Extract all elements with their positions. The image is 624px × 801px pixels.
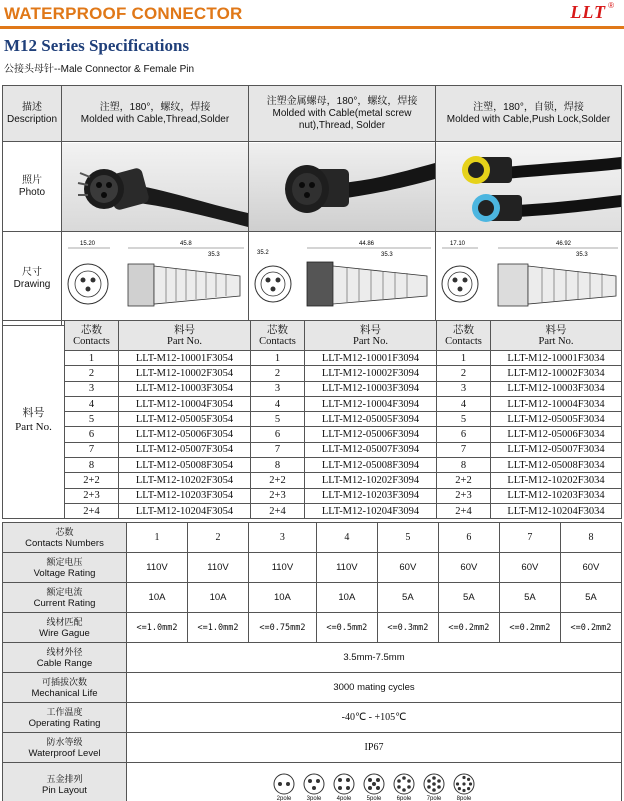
- dimension-cable: 35.3: [381, 252, 393, 258]
- pin-layout-row: [3, 763, 622, 801]
- contacts-numbers-label-cn: 芯数: [55, 526, 74, 537]
- current-cell: 5A: [377, 583, 438, 613]
- registered-mark: ®: [608, 1, 614, 10]
- part-number-cell: LLT-M12-10001F3034: [491, 351, 622, 366]
- part-number-cell: LLT-M12-10002F3094: [305, 366, 437, 381]
- contacts-cell: 2+2: [437, 473, 491, 488]
- pin-6pole: [393, 773, 415, 801]
- voltage-cell: 110V: [127, 553, 188, 583]
- contacts-header: [65, 321, 119, 351]
- metal-nut-connector-image: [249, 143, 435, 231]
- current-label-cn: 额定电流: [46, 586, 83, 597]
- description-en: Molded with Cable(metal screw nut),Thread, Solder: [272, 107, 412, 131]
- part-no-label: [3, 321, 65, 519]
- pin-2pole: [273, 773, 295, 801]
- current-cell: 10A: [188, 583, 249, 613]
- contacts-cell: 2: [437, 366, 491, 381]
- part-header-en: Part No.: [353, 335, 388, 347]
- dimension-drawing-2: [249, 232, 435, 320]
- voltage-label-en: Voltage Rating: [33, 567, 96, 579]
- pin-layout-diagrams: [129, 765, 619, 801]
- description-en: Molded with Cable,Push Lock,Solder: [446, 113, 611, 125]
- voltage-cell: 60V: [377, 553, 438, 583]
- part-number-table: [2, 320, 622, 519]
- contacts-cell: 2+4: [437, 503, 491, 518]
- contacts-number-cell: 8: [560, 523, 621, 553]
- connector-photo-2: [249, 143, 435, 231]
- voltage-cell: 110V: [249, 553, 317, 583]
- contacts-cell: 1: [437, 351, 491, 366]
- contacts-header: [251, 321, 305, 351]
- part-number-cell: LLT-M12-05006F3034: [491, 427, 622, 442]
- series-title: M12 Series Specifications: [4, 36, 190, 55]
- contacts-header: [437, 321, 491, 351]
- part-number-cell: LLT-M12-10203F3034: [491, 488, 622, 503]
- contacts-number-cell: 4: [316, 523, 377, 553]
- pin-layout-label: [3, 763, 127, 801]
- voltage-cell: 60V: [560, 553, 621, 583]
- part-number-cell: LLT-M12-10202F3034: [491, 473, 622, 488]
- connector-photo-3: [436, 143, 621, 231]
- contacts-cell: 6: [437, 427, 491, 442]
- contacts-number-cell: 6: [438, 523, 499, 553]
- part-number-cell: LLT-M12-05008F3054: [119, 458, 251, 473]
- dimension-cable: 35.3: [576, 252, 588, 258]
- description-col-3: [436, 86, 622, 142]
- spec-table: [2, 85, 622, 326]
- wire-gauge-cell: <=0.2mm2: [560, 613, 621, 643]
- part-number-cell: LLT-M12-10004F3094: [305, 396, 437, 411]
- contacts-cell: 7: [437, 442, 491, 457]
- current-row: [3, 583, 622, 613]
- molded-connector-image: [62, 143, 248, 231]
- part-number-cell: LLT-M12-10004F3034: [491, 396, 622, 411]
- pin-3pole: [303, 773, 325, 801]
- contacts-cell: 3: [437, 381, 491, 396]
- contacts-cell: 2: [251, 366, 305, 381]
- part-number-cell: LLT-M12-10204F3094: [305, 503, 437, 518]
- description-label-en: Description: [6, 113, 58, 125]
- photo-cell-2: [249, 142, 436, 232]
- drawing-label-cn: 尺寸: [22, 266, 42, 278]
- part-number-cell: LLT-M12-05006F3054: [119, 427, 251, 442]
- part-number-cell: LLT-M12-10002F3054: [119, 366, 251, 381]
- current-cell: 10A: [127, 583, 188, 613]
- photo-label-cn: 照片: [22, 174, 42, 186]
- photo-label-en: Photo: [18, 186, 46, 198]
- description-label: [3, 86, 62, 142]
- contacts-cell: 1: [251, 351, 305, 366]
- part-number-cell: LLT-M12-10203F3054: [119, 488, 251, 503]
- table-row: [3, 381, 622, 396]
- pin-2pole-label: 2pole: [276, 795, 292, 801]
- description-row: [3, 86, 622, 142]
- current-label-en: Current Rating: [33, 597, 96, 609]
- wire-gauge-cell: <=0.5mm2: [316, 613, 377, 643]
- operating-temp-row: [3, 703, 622, 733]
- photo-label: [3, 142, 62, 232]
- photo-row: [3, 142, 622, 232]
- operating-temp-value: -40℃ - +105℃: [127, 703, 622, 733]
- contacts-cell: 2+2: [251, 473, 305, 488]
- pin-layout-cell: [127, 763, 622, 801]
- contacts-header-cn: 芯数: [453, 324, 474, 336]
- contacts-header-en: Contacts: [445, 335, 482, 347]
- part-number-cell: LLT-M12-05007F3054: [119, 442, 251, 457]
- part-number-cell: LLT-M12-10203F3094: [305, 488, 437, 503]
- contacts-number-cell: 3: [249, 523, 317, 553]
- contacts-numbers-row: [3, 523, 622, 553]
- description-col-1: [62, 86, 249, 142]
- contacts-number-cell: 1: [127, 523, 188, 553]
- pin-5pole-label: 5pole: [366, 795, 382, 801]
- wire-gauge-cell: <=1.0mm2: [127, 613, 188, 643]
- pin-2pole-icon: [273, 773, 295, 795]
- connector-subtitle: 公接头母针--Male Connector & Female Pin: [4, 64, 195, 75]
- brand-title: WATERPROOF CONNECTOR: [4, 4, 243, 23]
- part-number-cell: LLT-M12-10003F3054: [119, 381, 251, 396]
- description-cn: 注塑，180°，螺纹，焊接: [99, 101, 211, 113]
- voltage-cell: 60V: [438, 553, 499, 583]
- current-label: [3, 583, 127, 613]
- description-col-2: [249, 86, 436, 142]
- part-number-cell: LLT-M12-10003F3034: [491, 381, 622, 396]
- table-row: [3, 351, 622, 366]
- dimension-length: 46.92: [556, 241, 572, 247]
- drawing-cell-2: [249, 232, 436, 326]
- table-row: [3, 473, 622, 488]
- part-header: [491, 321, 622, 351]
- pin-4pole-label: 4pole: [336, 795, 352, 801]
- operating-temp-label: [3, 703, 127, 733]
- contacts-number-cell: 7: [499, 523, 560, 553]
- header-divider: [0, 26, 624, 29]
- part-number-cell: LLT-M12-10001F3054: [119, 351, 251, 366]
- contacts-cell: 1: [65, 351, 119, 366]
- contacts-cell: 8: [437, 458, 491, 473]
- waterproof-label-en: Waterproof Level: [28, 747, 101, 759]
- contacts-cell: 7: [65, 442, 119, 457]
- contacts-header-en: Contacts: [73, 335, 110, 347]
- part-table-header: [3, 321, 622, 351]
- current-cell: 10A: [249, 583, 317, 613]
- mechanical-life-label-en: Mechanical Life: [31, 687, 98, 699]
- wire-gauge-cell: <=0.2mm2: [438, 613, 499, 643]
- voltage-cell: 60V: [499, 553, 560, 583]
- contacts-cell: 4: [251, 396, 305, 411]
- waterproof-label-cn: 防水等级: [46, 736, 83, 747]
- current-cell: 10A: [316, 583, 377, 613]
- contacts-cell: 4: [65, 396, 119, 411]
- mechanical-life-label-cn: 可插拔次数: [41, 676, 87, 687]
- voltage-label-cn: 额定电压: [46, 556, 83, 567]
- pin-8pole-label: 8pole: [456, 795, 472, 801]
- voltage-label: [3, 553, 127, 583]
- contacts-cell: 7: [251, 442, 305, 457]
- wire-gauge-cell: <=0.3mm2: [377, 613, 438, 643]
- pin-7pole-icon: [423, 773, 445, 795]
- cable-range-row: [3, 643, 622, 673]
- drawing-label: [3, 232, 62, 326]
- description-cn: 注塑金属螺母，180°，螺纹，焊接: [266, 95, 418, 107]
- contacts-cell: 2+4: [65, 503, 119, 518]
- pin-layout-label-en: Pin Layout: [42, 784, 87, 796]
- dimension-length: 44.86: [359, 241, 375, 247]
- contacts-numbers-label-en: Contacts Numbers: [25, 537, 104, 549]
- dimension-drawing-1: [62, 232, 248, 320]
- dimension-drawing-3: [436, 232, 621, 320]
- description-en: Molded with Cable,Thread,Solder: [80, 113, 230, 125]
- operating-temp-label-en: Operating Rating: [28, 717, 101, 729]
- contacts-cell: 2+4: [251, 503, 305, 518]
- table-row: [3, 442, 622, 457]
- header-bar: [0, 0, 624, 26]
- pin-6pole-icon: [393, 773, 415, 795]
- dimension-width: 15.20: [80, 241, 96, 247]
- cable-range-label-cn: 线材外径: [46, 646, 83, 657]
- dimension-width: 35.2: [257, 250, 269, 256]
- contacts-cell: 8: [65, 458, 119, 473]
- table-row: [3, 396, 622, 411]
- part-number-cell: LLT-M12-05007F3034: [491, 442, 622, 457]
- cable-range-label: [3, 643, 127, 673]
- push-lock-connector-image: [436, 143, 621, 231]
- mechanical-life-value: 3000 mating cycles: [127, 673, 622, 703]
- contacts-cell: 6: [65, 427, 119, 442]
- part-number-cell: LLT-M12-10002F3034: [491, 366, 622, 381]
- dimension-width: 17.10: [450, 241, 466, 247]
- wire-gauge-cell: <=1.0mm2: [188, 613, 249, 643]
- part-header-en: Part No.: [167, 335, 202, 347]
- rating-table: [2, 522, 622, 801]
- pin-3pole-label: 3pole: [306, 795, 322, 801]
- current-cell: 5A: [560, 583, 621, 613]
- pin-4pole-icon: [333, 773, 355, 795]
- part-number-cell: LLT-M12-10202F3054: [119, 473, 251, 488]
- contacts-cell: 5: [437, 412, 491, 427]
- pin-7pole: [423, 773, 445, 801]
- contacts-number-cell: 5: [377, 523, 438, 553]
- wire-gauge-cell: <=0.2mm2: [499, 613, 560, 643]
- part-number-cell: LLT-M12-10204F3054: [119, 503, 251, 518]
- contacts-cell: 6: [251, 427, 305, 442]
- connector-photo-1: [62, 143, 248, 231]
- description-cn: 注塑，180°，自锁，焊接: [473, 101, 584, 113]
- description-label-cn: 描述: [22, 101, 42, 113]
- contacts-cell: 2: [65, 366, 119, 381]
- contacts-cell: 3: [65, 381, 119, 396]
- brand-logo: LLT: [570, 2, 606, 22]
- part-number-cell: LLT-M12-10004F3054: [119, 396, 251, 411]
- contacts-cell: 2+3: [251, 488, 305, 503]
- pin-7pole-label: 7pole: [426, 795, 442, 801]
- table-row: [3, 427, 622, 442]
- mechanical-life-row: [3, 673, 622, 703]
- wire-gauge-label: [3, 613, 127, 643]
- part-number-cell: LLT-M12-05005F3034: [491, 412, 622, 427]
- pin-4pole: [333, 773, 355, 801]
- contacts-cell: 5: [251, 412, 305, 427]
- table-row: [3, 488, 622, 503]
- waterproof-value: IP67: [127, 733, 622, 763]
- operating-temp-label-cn: 工作温度: [46, 706, 83, 717]
- part-no-label-en: Part No.: [15, 420, 52, 433]
- part-no-label-cn: 料号: [22, 406, 45, 419]
- wire-gauge-row: [3, 613, 622, 643]
- contacts-number-cell: 2: [188, 523, 249, 553]
- contacts-cell: 3: [251, 381, 305, 396]
- pin-8pole: [453, 773, 475, 801]
- pin-8pole-icon: [453, 773, 475, 795]
- waterproof-label: [3, 733, 127, 763]
- contacts-header-en: Contacts: [259, 335, 296, 347]
- contacts-cell: 8: [251, 458, 305, 473]
- part-number-cell: LLT-M12-05007F3094: [305, 442, 437, 457]
- contacts-cell: 2+3: [65, 488, 119, 503]
- wire-gauge-cell: <=0.75mm2: [249, 613, 317, 643]
- pin-5pole: [363, 773, 385, 801]
- part-header-cn: 料号: [174, 324, 195, 336]
- wire-gauge-label-en: Wire Gague: [39, 627, 90, 639]
- contacts-cell: 2+2: [65, 473, 119, 488]
- drawing-cell-3: [436, 232, 622, 326]
- contacts-header-cn: 芯数: [81, 324, 102, 336]
- table-row: [3, 503, 622, 518]
- part-number-cell: LLT-M12-10202F3094: [305, 473, 437, 488]
- part-header-en: Part No.: [538, 335, 574, 347]
- photo-cell-1: [62, 142, 249, 232]
- current-cell: 5A: [499, 583, 560, 613]
- voltage-cell: 110V: [316, 553, 377, 583]
- part-number-cell: LLT-M12-05005F3094: [305, 412, 437, 427]
- pin-6pole-label: 6pole: [396, 795, 412, 801]
- photo-cell-3: [436, 142, 622, 232]
- mechanical-life-label: [3, 673, 127, 703]
- part-number-cell: LLT-M12-10001F3094: [305, 351, 437, 366]
- voltage-row: [3, 553, 622, 583]
- part-number-cell: LLT-M12-05006F3094: [305, 427, 437, 442]
- contacts-numbers-label: [3, 523, 127, 553]
- pin-3pole-icon: [303, 773, 325, 795]
- cable-range-label-en: Cable Range: [36, 657, 93, 669]
- table-row: [3, 366, 622, 381]
- part-number-cell: LLT-M12-05005F3054: [119, 412, 251, 427]
- pin-5pole-icon: [363, 773, 385, 795]
- contacts-cell: 5: [65, 412, 119, 427]
- cable-range-value: 3.5mm-7.5mm: [127, 643, 622, 673]
- drawing-row: [3, 232, 622, 326]
- part-header-cn: 料号: [545, 324, 567, 336]
- drawing-cell-1: [62, 232, 249, 326]
- table-row: [3, 458, 622, 473]
- current-cell: 5A: [438, 583, 499, 613]
- part-header-cn: 料号: [360, 324, 381, 336]
- pin-layout-label-cn: 五金排列: [46, 773, 83, 784]
- contacts-header-cn: 芯数: [267, 324, 288, 336]
- part-number-cell: LLT-M12-05008F3034: [491, 458, 622, 473]
- contacts-cell: 2+3: [437, 488, 491, 503]
- part-number-cell: LLT-M12-10003F3094: [305, 381, 437, 396]
- table-row: [3, 412, 622, 427]
- voltage-cell: 110V: [188, 553, 249, 583]
- dimension-cable: 35.3: [208, 252, 220, 258]
- part-header: [119, 321, 251, 351]
- drawing-label-en: Drawing: [13, 278, 51, 290]
- wire-gauge-label-cn: 线材匹配: [46, 616, 83, 627]
- part-number-cell: LLT-M12-10204F3034: [491, 503, 622, 518]
- dimension-length: 45.8: [180, 241, 192, 247]
- waterproof-row: [3, 733, 622, 763]
- part-number-cell: LLT-M12-05008F3094: [305, 458, 437, 473]
- part-header: [305, 321, 437, 351]
- contacts-cell: 4: [437, 396, 491, 411]
